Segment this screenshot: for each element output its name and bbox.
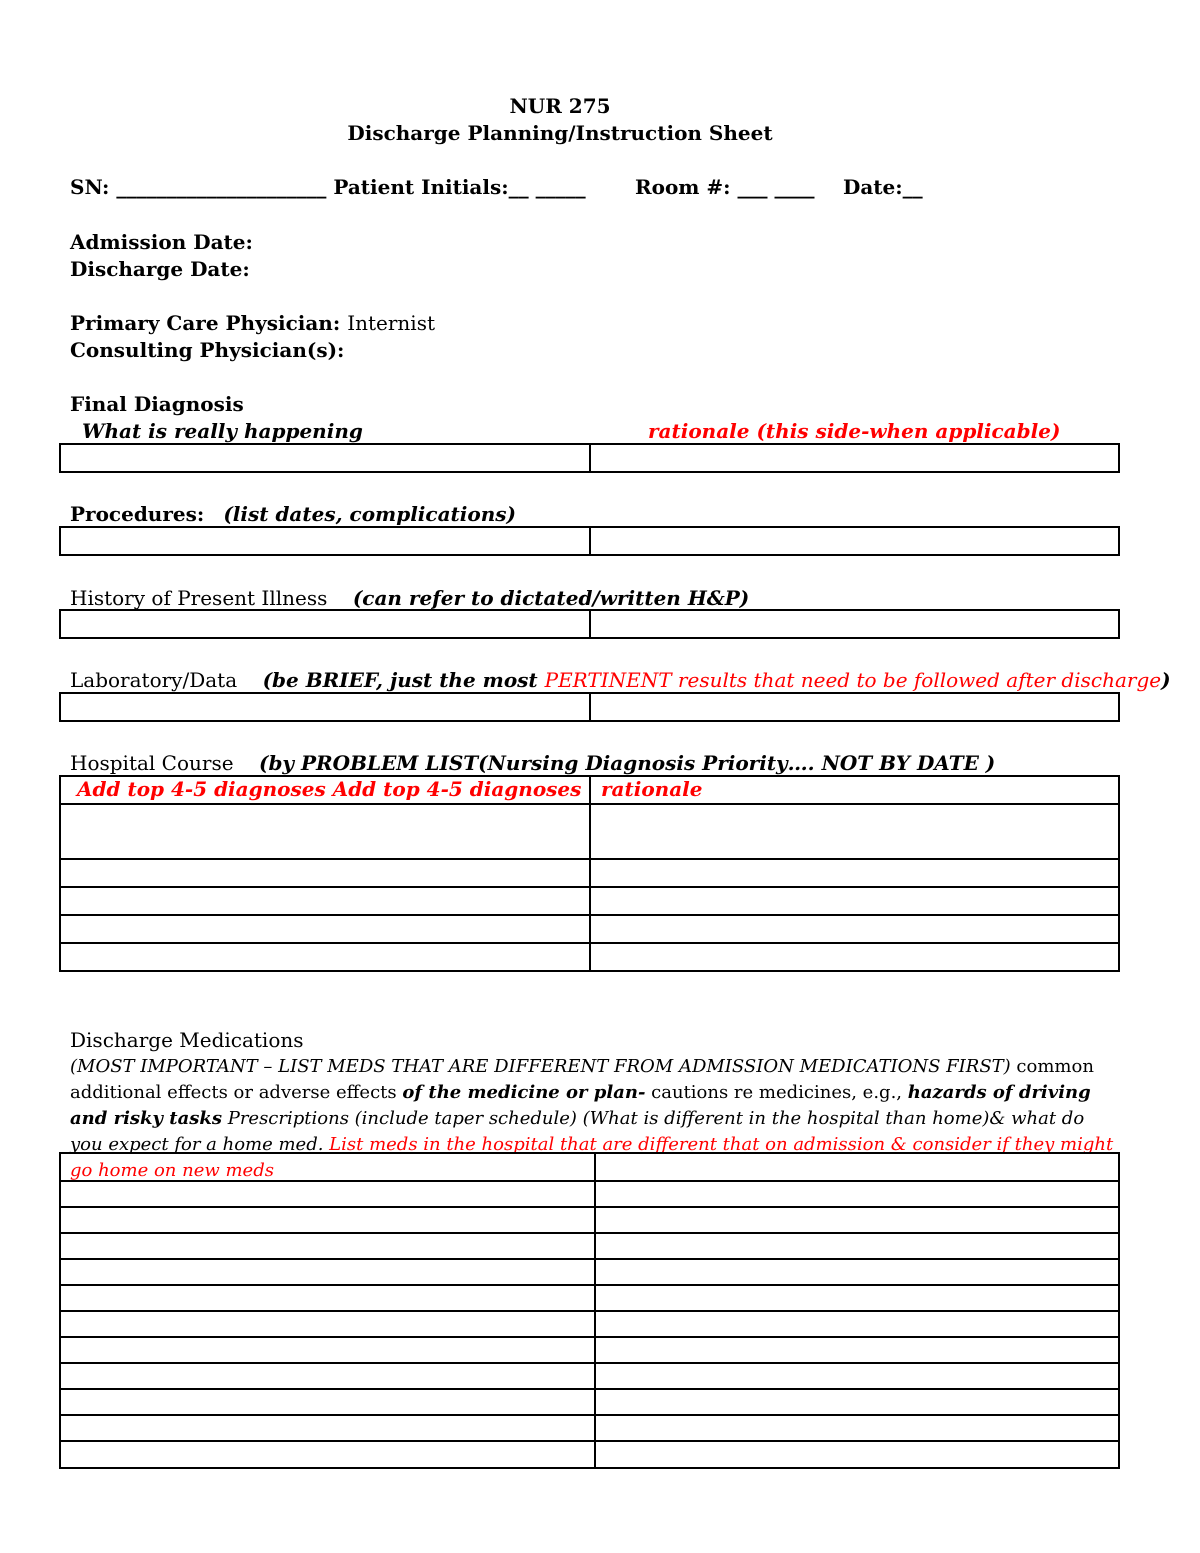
hpi-table	[59, 609, 1120, 639]
hospital-course-cell[interactable]	[590, 887, 1119, 915]
med-cell[interactable]	[60, 1233, 595, 1259]
table-row	[60, 804, 1119, 859]
hospital-course-cell[interactable]	[60, 887, 590, 915]
procedures-heading: Procedures:	[70, 502, 205, 526]
primary-physician-label: Primary Care Physician:	[70, 311, 348, 335]
table-row	[60, 610, 1119, 638]
med-cell[interactable]	[595, 1207, 1119, 1233]
hospital-course-cell[interactable]	[590, 804, 1119, 859]
med-cell[interactable]	[595, 1415, 1119, 1441]
primary-physician-line	[70, 311, 435, 335]
hospital-course-line	[70, 751, 995, 775]
discharge-meds-text-1: common additional effects or adverse effects	[70, 1056, 1094, 1103]
med-cell[interactable]	[595, 1363, 1119, 1389]
med-cell[interactable]	[595, 1181, 1119, 1207]
procedures-line	[70, 502, 516, 526]
table-row	[60, 444, 1119, 472]
hospital-course-heading: Hospital Course	[70, 751, 234, 775]
final-diagnosis-rationale-cell[interactable]	[590, 444, 1119, 472]
med-cell[interactable]	[60, 1181, 595, 1207]
info-line	[70, 175, 586, 199]
date-field[interactable]: __	[902, 175, 923, 199]
final-diagnosis-table	[59, 443, 1120, 473]
med-cell[interactable]	[60, 1441, 595, 1468]
final-diagnosis-cell[interactable]	[60, 444, 590, 472]
hospital-course-cell[interactable]	[60, 859, 590, 887]
date-label: Date:	[843, 175, 903, 199]
med-cell[interactable]	[60, 1363, 595, 1389]
discharge-meds-red-note: List meds in the hospital that are different that on admission & consider if they might go home on new meds	[70, 1134, 1114, 1181]
hospital-course-table	[59, 775, 1120, 972]
admission-date-label: Admission Date:	[70, 230, 253, 254]
table-row	[60, 1389, 1119, 1415]
discharge-meds-heading: Discharge Medications	[70, 1028, 304, 1052]
med-cell[interactable]	[60, 1415, 595, 1441]
table-row	[60, 527, 1119, 555]
room-label: Room #:	[635, 175, 738, 199]
procedures-note: (list dates, complications)	[223, 502, 516, 526]
discharge-meds-table	[59, 1152, 1120, 1469]
discharge-meds-text-5: Prescriptions (include taper schedule) (What is different in the hospital than home)& what do you expect for a home med.	[70, 1108, 1085, 1155]
hospital-course-note: (by PROBLEM LIST(Nursing Diagnosis Priority…. NOT BY DATE )	[258, 751, 996, 775]
hpi-heading: History of Present Illness	[70, 586, 328, 610]
date-block	[843, 175, 923, 199]
sheet-title: Discharge Planning/Instruction Sheet	[347, 121, 773, 145]
med-cell[interactable]	[60, 1389, 595, 1415]
room-block	[635, 175, 815, 199]
table-row	[60, 1337, 1119, 1363]
consulting-physician-label: Consulting Physician(s):	[70, 338, 345, 362]
table-row	[60, 887, 1119, 915]
procedures-cell-right[interactable]	[590, 527, 1119, 555]
discharge-date-label: Discharge Date:	[70, 257, 250, 281]
lab-note-red: PERTINENT results that need to be followed after discharge	[544, 668, 1162, 692]
discharge-meds-text-4: hazards of driving and risky tasks	[70, 1082, 1091, 1129]
table-row	[60, 1285, 1119, 1311]
med-cell[interactable]	[595, 1389, 1119, 1415]
table-row	[60, 915, 1119, 943]
table-row	[60, 1259, 1119, 1285]
sn-label: SN:	[70, 175, 117, 199]
med-cell[interactable]	[60, 1259, 595, 1285]
lab-cell[interactable]	[60, 693, 590, 721]
lab-note-suffix: )	[1161, 668, 1171, 692]
med-cell[interactable]	[595, 1233, 1119, 1259]
course-code: NUR 275	[509, 94, 611, 118]
med-cell[interactable]	[595, 1153, 1119, 1181]
hospital-course-cell[interactable]	[590, 859, 1119, 887]
table-row	[60, 1363, 1119, 1389]
med-cell[interactable]	[60, 1285, 595, 1311]
table-row	[60, 1153, 1119, 1181]
hospital-course-cell[interactable]	[60, 915, 590, 943]
lab-heading: Laboratory/Data	[70, 668, 238, 692]
table-row	[60, 943, 1119, 971]
discharge-meds-text-3: cautions re medicines, e.g.,	[645, 1082, 908, 1103]
med-cell[interactable]	[595, 1337, 1119, 1363]
final-diagnosis-right-note: rationale (this side-when applicable)	[648, 419, 1061, 443]
discharge-meds-text-2: of the medicine or plan-	[402, 1082, 646, 1103]
lab-line	[70, 668, 1171, 692]
hpi-note: (can refer to dictated/written H&P)	[352, 586, 750, 610]
initials-label: Patient Initials:	[333, 175, 509, 199]
table-row	[60, 693, 1119, 721]
hospital-course-cell[interactable]	[590, 943, 1119, 971]
med-cell[interactable]	[60, 1337, 595, 1363]
procedures-cell[interactable]	[60, 527, 590, 555]
lab-note-prefix: (be BRIEF, just the most	[262, 668, 545, 692]
med-cell[interactable]	[595, 1311, 1119, 1337]
table-row	[60, 1441, 1119, 1468]
room-field[interactable]: ___ ____	[737, 175, 815, 199]
final-diagnosis-left-note: What is really happening	[82, 419, 363, 443]
table-row	[60, 776, 1119, 804]
hospital-course-rationale-header: rationale	[590, 776, 1119, 804]
hospital-course-cell[interactable]	[60, 804, 590, 859]
hospital-course-cell[interactable]	[590, 915, 1119, 943]
lab-cell-right[interactable]	[590, 693, 1119, 721]
table-row	[60, 1415, 1119, 1441]
procedures-table	[59, 526, 1120, 556]
table-row	[60, 1207, 1119, 1233]
table-row	[60, 1311, 1119, 1337]
hpi-line	[70, 586, 749, 610]
hpi-cell[interactable]	[60, 610, 590, 638]
table-row	[60, 1233, 1119, 1259]
table-row	[60, 859, 1119, 887]
primary-physician-value: Internist	[347, 311, 435, 335]
med-cell[interactable]	[60, 1207, 595, 1233]
hospital-course-cell[interactable]	[60, 943, 590, 971]
med-cell[interactable]	[60, 1311, 595, 1337]
initials-field[interactable]: __ _____	[508, 175, 586, 199]
hpi-cell-right[interactable]	[590, 610, 1119, 638]
med-cell[interactable]	[595, 1441, 1119, 1468]
hospital-course-diagnoses-header: Add top 4-5 diagnoses Add top 4-5 diagnoses	[60, 776, 590, 804]
lab-table	[59, 692, 1120, 722]
med-cell[interactable]	[595, 1285, 1119, 1311]
sn-field[interactable]: _____________________	[116, 175, 327, 199]
final-diagnosis-heading: Final Diagnosis	[70, 392, 244, 416]
med-cell[interactable]	[595, 1259, 1119, 1285]
med-cell[interactable]	[60, 1153, 595, 1181]
discharge-meds-priority-note: (MOST IMPORTANT – LIST MEDS THAT ARE DIFFERENT FROM ADMISSION MEDICATIONS FIRST)	[70, 1056, 1011, 1077]
table-row	[60, 1181, 1119, 1207]
